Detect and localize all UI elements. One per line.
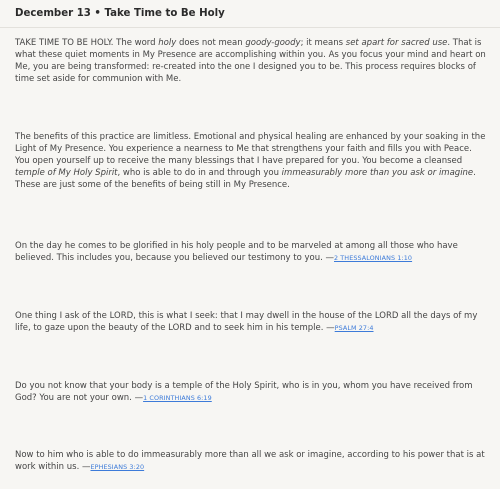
text-run: ; it means: [300, 38, 346, 48]
text-run: The benefits of this practice are limitless. Emotional and physical healing are enhanced by your soaking in the Light of My Presence. You experience a nearness to Me that strengthens your faith and fills you with Peace. You open yourself up to receive the many blessings that I have prepared for you. You become a cleansed: [15, 132, 486, 166]
emphasis-text: goody-goody: [245, 38, 301, 48]
page-title: December 13 • Take Time to Be Holy: [0, 0, 500, 28]
emphasis-text: immeasurably more than you ask or imagine: [281, 168, 474, 178]
verse-dash: —: [81, 462, 91, 472]
scripture-verse: [15, 449, 487, 473]
devotional-paragraph-2: [15, 131, 487, 191]
scripture-verse: [15, 380, 487, 404]
verse-dash: —: [326, 323, 335, 333]
text-run: does not mean: [176, 38, 246, 48]
verse-dash: —: [134, 393, 144, 403]
verse-reference-link[interactable]: 2 THESSALONIANS 1:10: [334, 254, 413, 262]
verse-dash: —: [325, 253, 334, 263]
emphasis-text: temple of My Holy Spirit: [15, 168, 118, 178]
emphasis-text: set apart for sacred use: [345, 38, 448, 48]
scripture-verse: [15, 240, 487, 264]
text-run: . That is what these quiet moments in My Presence are accomplishing within you. As you focus your mind and heart on Me, you are being transformed: re-created into the one I designed you to be. This process requires blocks of time set aside for communion with Me.: [15, 38, 486, 84]
verse-text: One thing I ask of the LORD, this is what I seek: that I may dwell in the house of the LORD all the days of my life, to gaze upon the beauty of the LORD and to seek him in his temple.: [15, 311, 478, 333]
text-run: . These are just some of the benefits of being still in My Presence.: [15, 168, 476, 190]
verse-reference-link[interactable]: PSALM 27:4: [334, 324, 374, 332]
emphasis-text: holy: [158, 38, 177, 48]
verse-reference-link[interactable]: 1 CORINTHIANS 6:19: [143, 394, 212, 402]
verse-text: On the day he comes to be glorified in his holy people and to be marveled at among all those who have believed. This includes you, because you believed our testimony to you.: [15, 241, 458, 263]
verse-reference-link[interactable]: EPHESIANS 3:20: [90, 463, 145, 471]
text-run: , who is able to do in and through you: [117, 168, 282, 178]
verse-text: Do you not know that your body is a temple of the Holy Spirit, who is in you, whom you have received from God? You are not your own.: [15, 381, 473, 403]
scripture-verse: [15, 310, 487, 334]
verse-text: Now to him who is able to do immeasurably more than all we ask or imagine, according to his power that is at work within us.: [15, 450, 485, 472]
devotional-paragraph-1: [15, 37, 487, 85]
text-run: TAKE TIME TO BE HOLY. The word: [15, 38, 159, 48]
